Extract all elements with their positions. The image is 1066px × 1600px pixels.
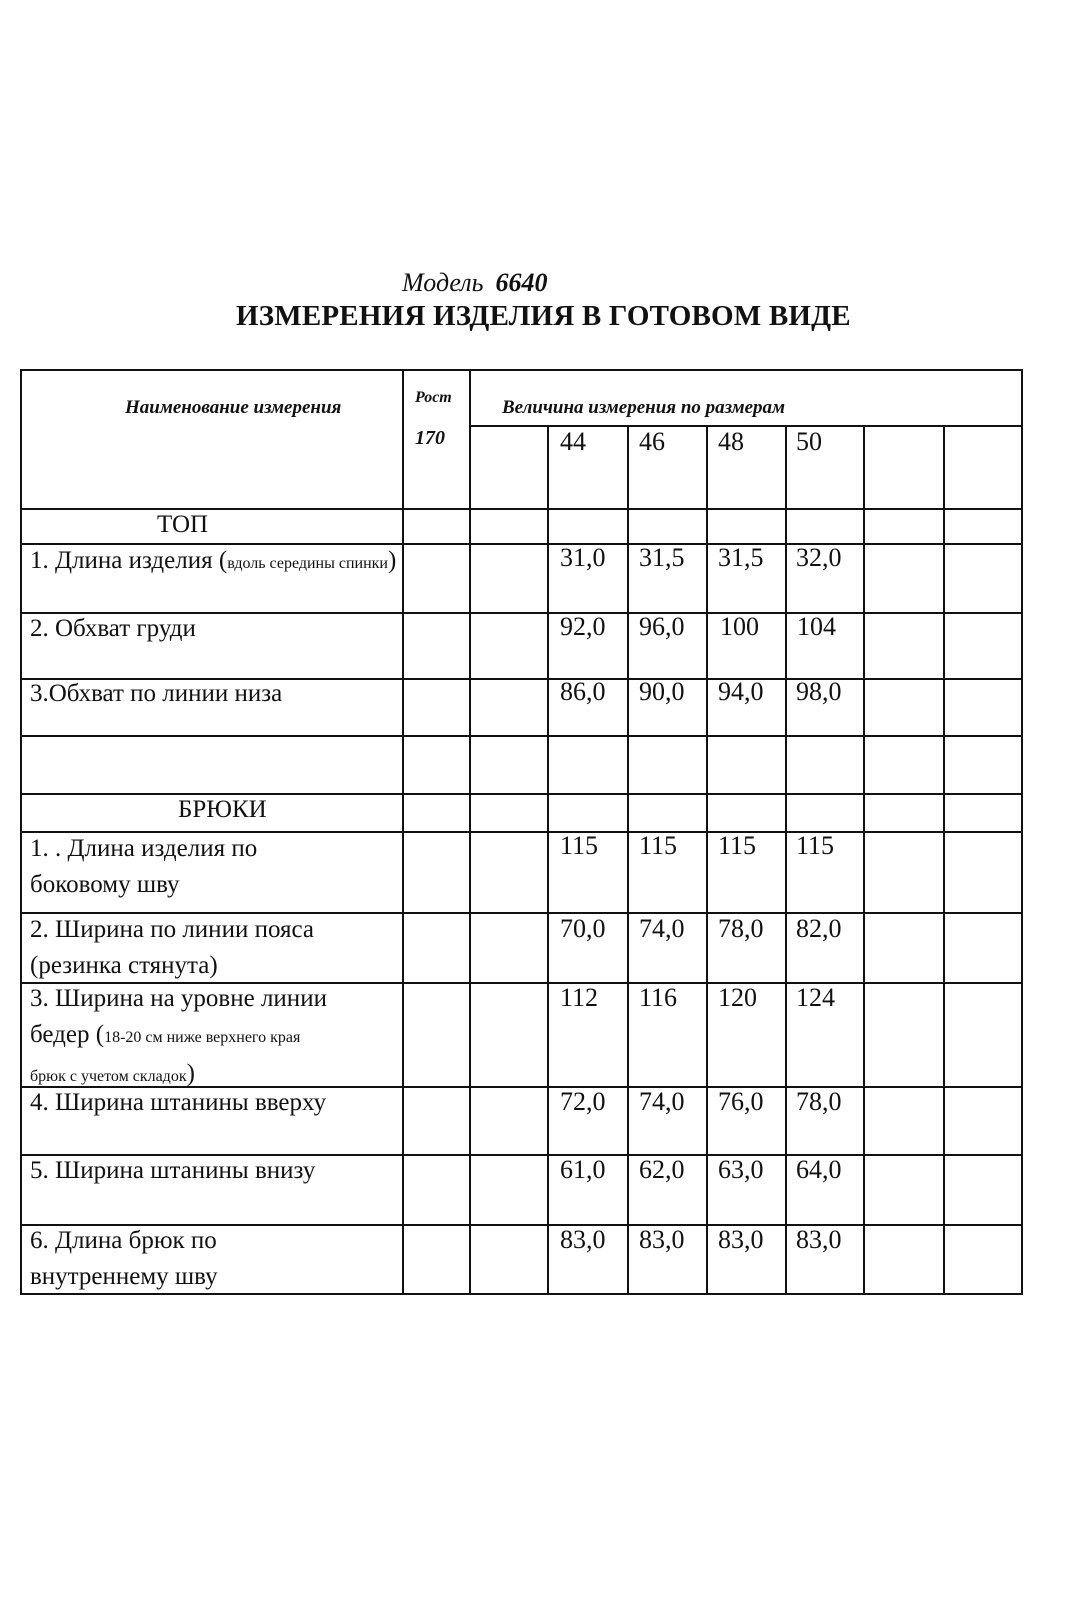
row-divider <box>20 793 1023 795</box>
size-header-48: 48 <box>718 427 744 456</box>
value-cell: 86,0 <box>560 677 606 706</box>
value-cell: 70,0 <box>560 914 606 943</box>
value-cell: 78,0 <box>796 1087 842 1116</box>
value-cell: 63,0 <box>718 1155 764 1184</box>
col-divider <box>547 425 549 1295</box>
value-cell: 96,0 <box>639 612 685 641</box>
value-cell: 62,0 <box>639 1155 685 1184</box>
value-cell: 104 <box>797 612 836 641</box>
header-sizes-label: Величина измерения по размерам <box>502 397 786 418</box>
value-cell: 100 <box>720 612 759 641</box>
value-cell: 64,0 <box>796 1155 842 1184</box>
section-title-top: ТОП <box>157 511 209 538</box>
value-cell: 83,0 <box>639 1225 685 1254</box>
row-label: 2. Обхват груди <box>30 615 196 642</box>
value-cell: 115 <box>718 831 757 860</box>
row-label: 6. Длина брюк по внутреннему шву <box>30 1227 218 1290</box>
col-divider <box>706 425 708 1295</box>
value-cell: 83,0 <box>560 1225 606 1254</box>
value-cell: 112 <box>560 983 599 1012</box>
value-cell: 124 <box>796 983 835 1012</box>
value-cell: 115 <box>796 831 835 860</box>
col-divider <box>863 425 865 1295</box>
table-border-left <box>20 369 22 1295</box>
col-divider <box>627 425 629 1295</box>
row-label: 3. Ширина на уровне линии бедер (18-20 см ниже верхнего края брюк с учетом складок) <box>30 985 327 1087</box>
col-divider <box>785 425 787 1295</box>
size-header-46: 46 <box>639 427 665 456</box>
model-number: 6640 <box>495 268 548 297</box>
size-header-50: 50 <box>796 427 822 456</box>
size-header-44: 44 <box>560 427 586 456</box>
value-cell: 74,0 <box>639 1087 685 1116</box>
value-cell: 31,0 <box>560 543 606 572</box>
row-label: 4. Ширина штанины вверху <box>30 1089 327 1116</box>
row-label: 1. . Длина изделия по боковому шву <box>30 835 258 898</box>
row-divider <box>20 735 1023 737</box>
value-cell: 83,0 <box>796 1225 842 1254</box>
row-label: 2. Ширина по линии пояса (резинка стянута) <box>30 916 314 979</box>
header-divider <box>470 425 1023 427</box>
value-cell: 31,5 <box>639 543 685 572</box>
value-cell: 115 <box>639 831 678 860</box>
value-cell: 90,0 <box>639 677 685 706</box>
row-label: 1. Длина изделия (вдоль середины спинки) <box>30 547 397 574</box>
header-name-column: Наименование измерения <box>125 397 342 418</box>
model-title <box>402 268 547 298</box>
value-cell: 83,0 <box>718 1225 764 1254</box>
value-cell: 82,0 <box>796 914 842 943</box>
row-label: 5. Ширина штанины внизу <box>30 1157 316 1184</box>
col-divider <box>402 369 404 1295</box>
value-cell: 98,0 <box>796 677 842 706</box>
table-border-right <box>1021 369 1023 1295</box>
value-cell: 74,0 <box>639 914 685 943</box>
header-height-label: Рост <box>415 389 452 406</box>
section-title-trousers: БРЮКИ <box>178 796 267 823</box>
row-label: 3.Обхват по линии низа <box>30 680 283 707</box>
value-cell: 115 <box>560 831 599 860</box>
value-cell: 78,0 <box>718 914 764 943</box>
value-cell: 116 <box>639 983 678 1012</box>
value-cell: 72,0 <box>560 1087 606 1116</box>
model-label: Модель <box>402 268 484 297</box>
value-cell: 120 <box>718 983 757 1012</box>
value-cell: 76,0 <box>718 1087 764 1116</box>
value-cell: 61,0 <box>560 1155 606 1184</box>
value-cell: 92,0 <box>560 612 606 641</box>
value-cell: 94,0 <box>718 677 764 706</box>
col-divider <box>469 369 471 1295</box>
page-heading: ИЗМЕРЕНИЯ ИЗДЕЛИЯ В ГОТОВОМ ВИДЕ <box>236 300 851 332</box>
header-height-value: 170 <box>415 427 445 449</box>
value-cell: 32,0 <box>796 543 842 572</box>
value-cell: 31,5 <box>718 543 764 572</box>
table-border-top <box>20 369 1023 371</box>
col-divider <box>943 425 945 1295</box>
measurements-table <box>20 369 1023 1295</box>
